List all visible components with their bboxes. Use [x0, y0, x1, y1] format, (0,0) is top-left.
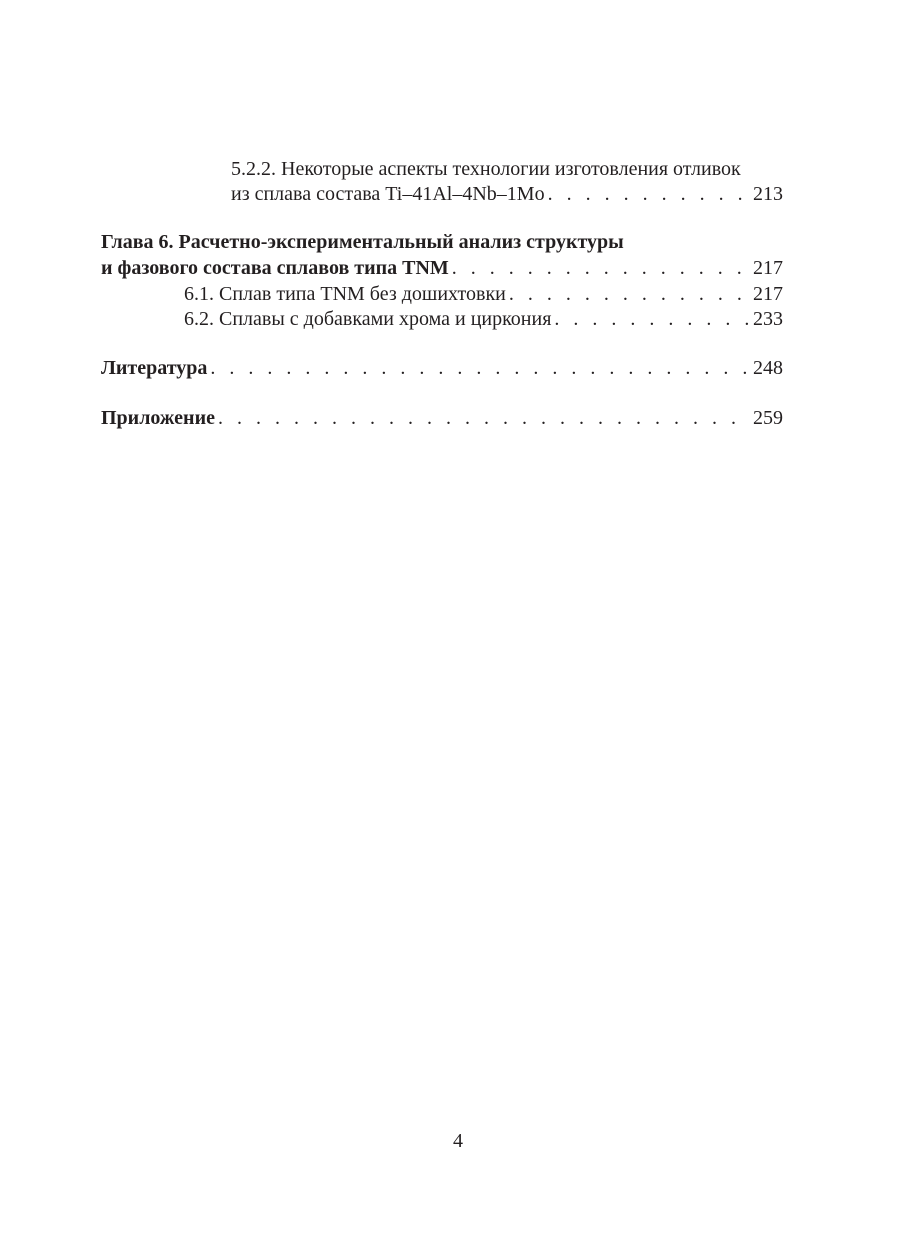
page-number: 4: [453, 1130, 463, 1152]
toc-page-number: 248: [753, 357, 783, 379]
leader-dots: [452, 255, 751, 281]
toc-entry-title: Литература: [101, 357, 208, 379]
toc-entry-5-2-2[interactable]: [231, 181, 783, 207]
toc-entry-title: 5.2.2. Некоторые аспекты технологии изготовления отливок: [231, 158, 741, 180]
toc-page-number: 213: [753, 183, 783, 205]
toc-entry-6-2[interactable]: [184, 306, 783, 332]
toc-chapter-title: и фазового состава сплавов типа TNM: [101, 257, 449, 279]
toc-entry-6-1[interactable]: [184, 281, 783, 307]
toc-page-number: 217: [753, 283, 783, 305]
leader-dots: [554, 306, 751, 332]
toc-literature[interactable]: [101, 355, 783, 381]
toc-page-number: 233: [753, 308, 783, 330]
toc-entry-title: 6.1. Сплав типа TNM без дошихтовки: [184, 283, 506, 305]
toc-entry-title: из сплава состава Ti–41Al–4Nb–1Mo: [231, 183, 545, 205]
toc-entry-5-2-2-title-line1: [231, 156, 783, 182]
leader-dots: [548, 181, 751, 207]
toc-appendix[interactable]: [101, 405, 783, 431]
toc-page-number: 259: [753, 407, 783, 429]
toc-entry-title: 6.2. Сплавы с добавками хрома и циркония: [184, 308, 552, 330]
leader-dots: [210, 355, 751, 381]
toc-page-number: 217: [753, 257, 783, 279]
leader-dots: [218, 405, 751, 431]
leader-dots: [509, 281, 751, 307]
toc-chapter-6-title-line1: [101, 229, 783, 255]
toc-entry-title: Приложение: [101, 407, 215, 429]
toc-chapter-title: Глава 6. Расчетно-экспериментальный анализ структуры: [101, 231, 624, 253]
toc-chapter-6[interactable]: [101, 255, 783, 281]
